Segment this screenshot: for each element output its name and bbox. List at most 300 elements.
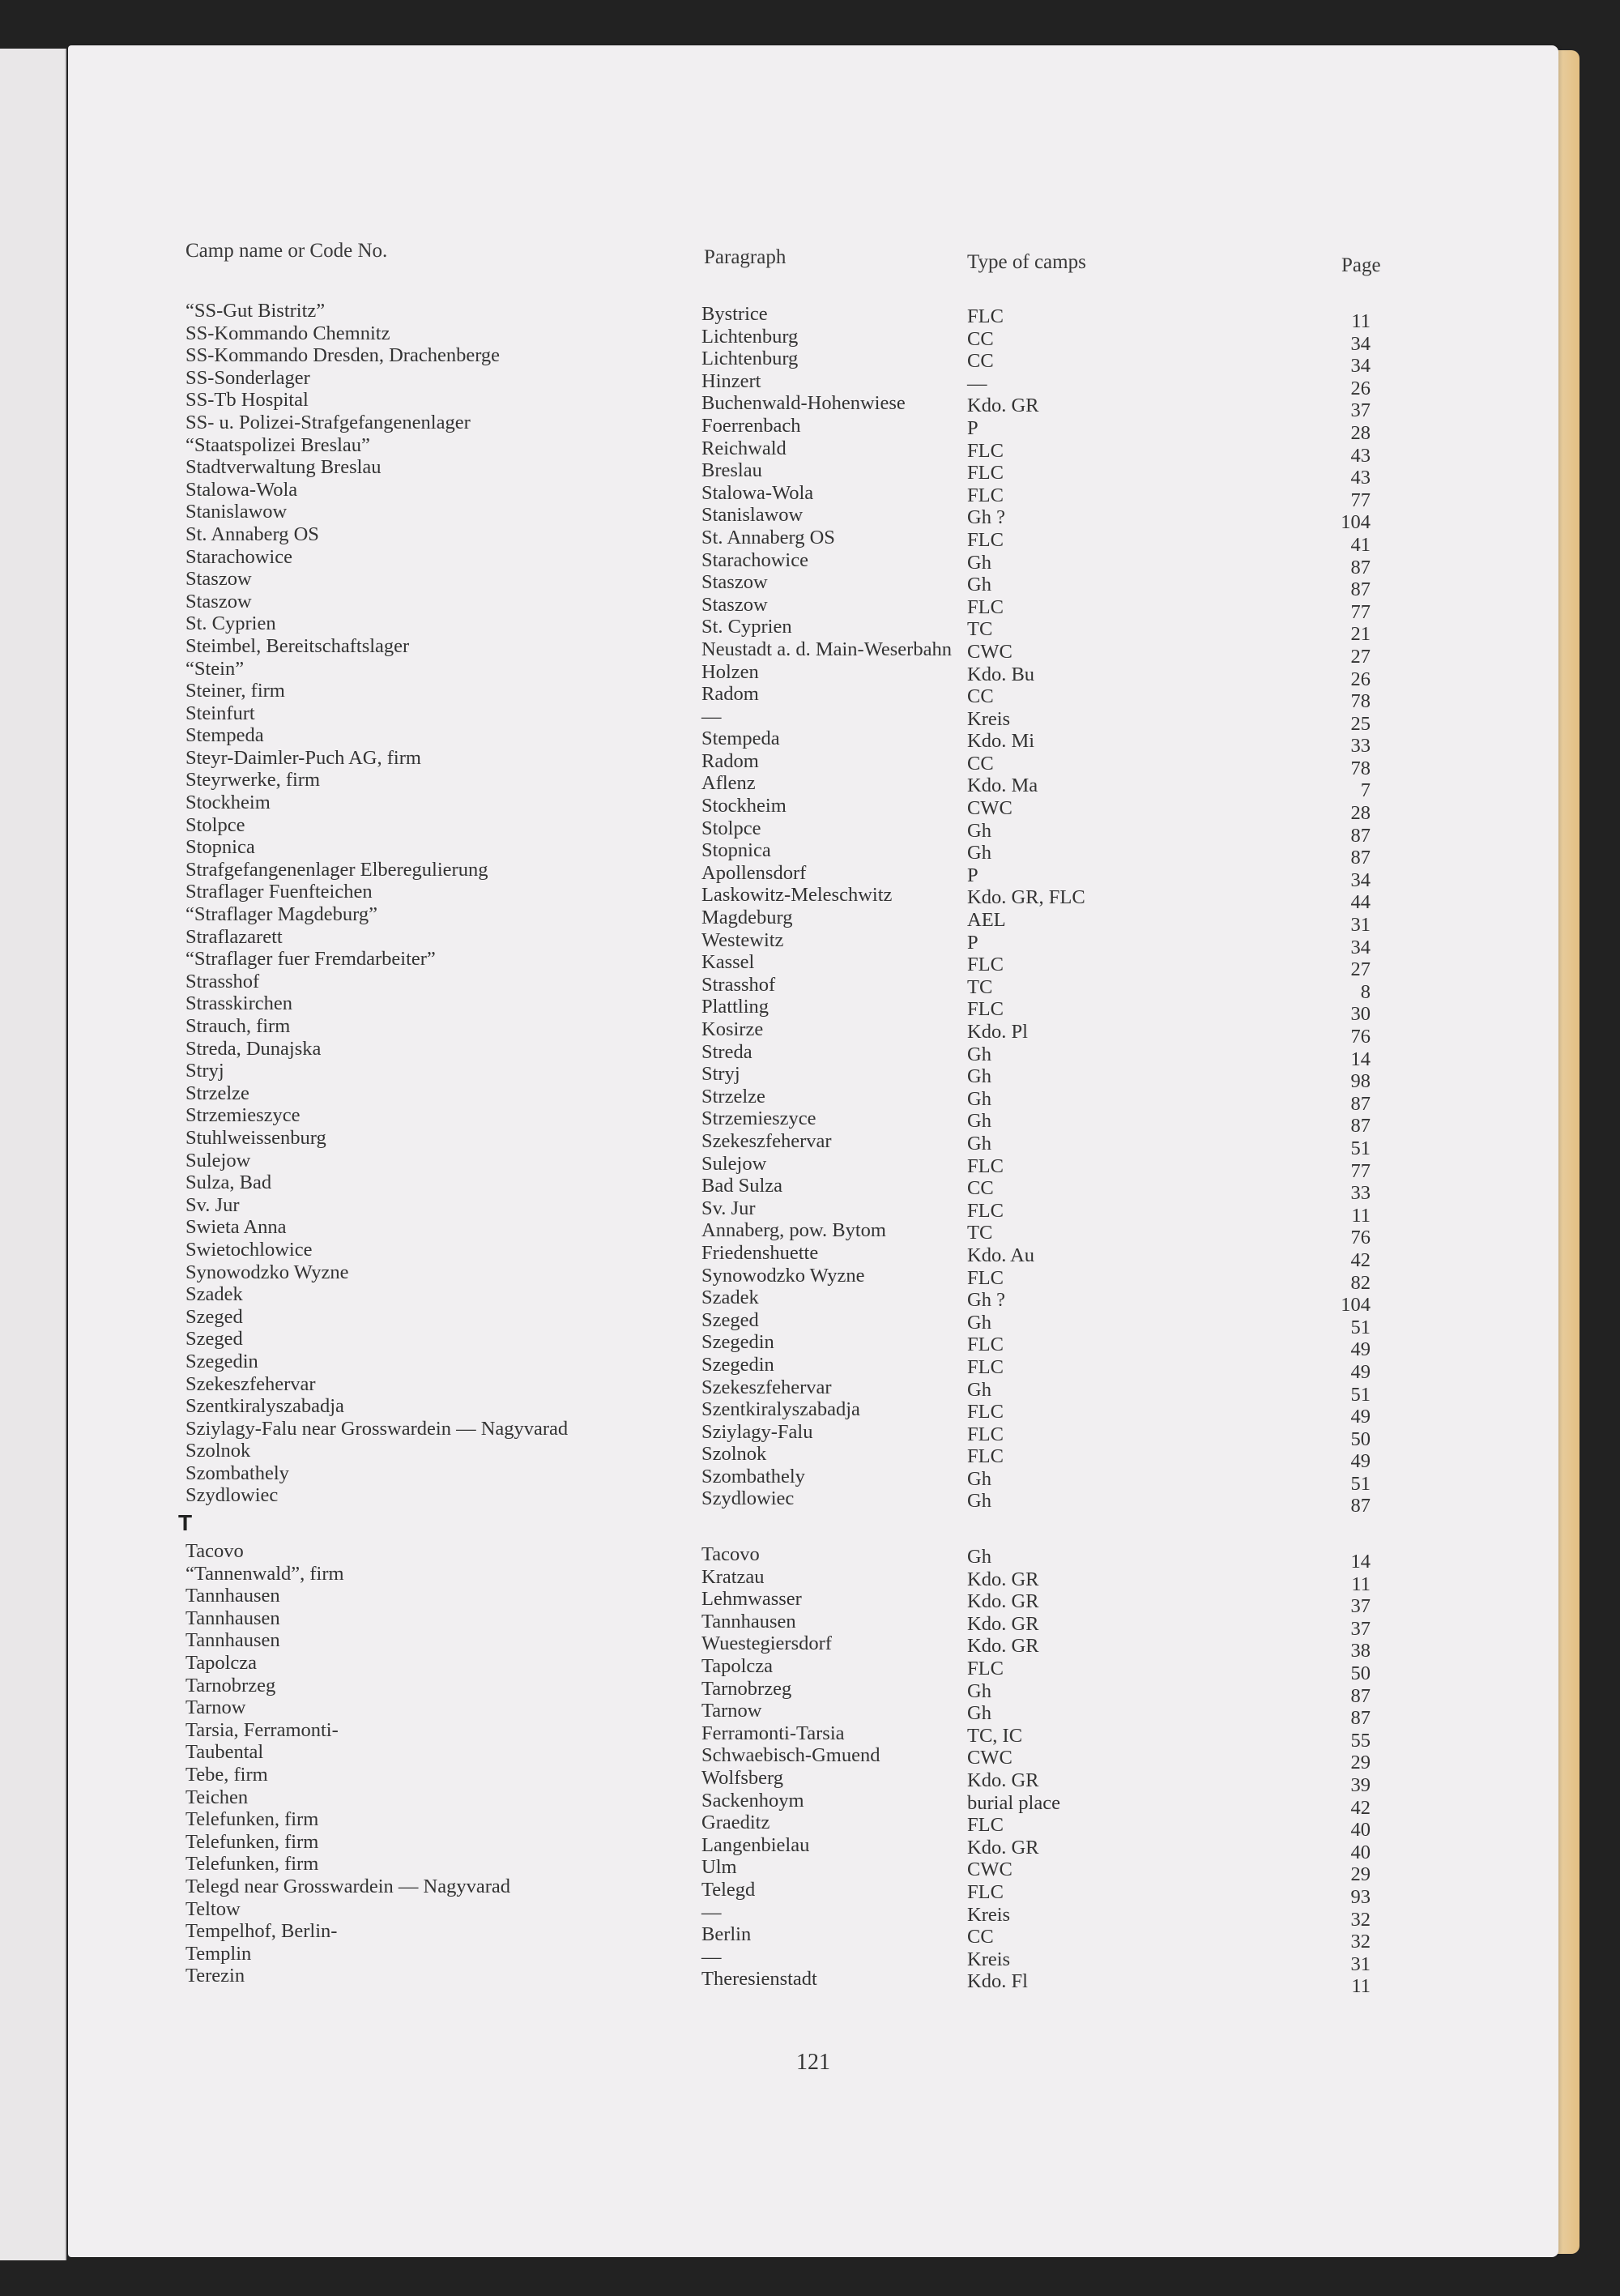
page-ref-cell: 87 — [1350, 1115, 1371, 1137]
page-ref-cell: 76 — [1350, 1227, 1371, 1249]
camp-type-cell: FLC — [967, 1154, 1004, 1177]
page-ref-cell: 31 — [1350, 1952, 1371, 1975]
paragraph-cell: Lichtenburg — [701, 325, 799, 348]
camp-type-cell: CWC — [967, 797, 1013, 820]
camp-name-cell: Strzelze — [185, 1082, 249, 1104]
table-row — [68, 1786, 1558, 1819]
paragraph-cell: Magdeburg — [701, 907, 793, 929]
camp-name-cell: Strasskirchen — [185, 992, 292, 1015]
camp-type-cell: Kdo. Ma — [967, 775, 1038, 797]
page-ref-cell: 25 — [1350, 712, 1371, 735]
page-ref-cell: 87 — [1350, 556, 1371, 578]
table-row — [68, 1808, 1558, 1841]
camp-name-cell: Tarnobrzeg — [185, 1674, 276, 1696]
camp-name-cell: Streda, Dunajska — [185, 1037, 322, 1060]
table-row — [68, 1920, 1558, 1953]
page-ref-cell: 93 — [1350, 1885, 1371, 1908]
camp-type-cell: CC — [967, 1177, 994, 1200]
page-ref-cell: 8 — [1360, 980, 1371, 1003]
camp-list-s — [68, 300, 1558, 1517]
page-ref-cell: 42 — [1350, 1796, 1371, 1819]
camp-type-cell: Kdo. Pl — [967, 1021, 1028, 1043]
page-ref-cell: 29 — [1350, 1752, 1371, 1774]
paragraph-cell: Westewitz — [701, 928, 784, 951]
table-row — [68, 523, 1558, 556]
table-row — [68, 322, 1558, 355]
paragraph-cell: Laskowitz-Meleschwitz — [701, 884, 893, 907]
table-row — [68, 1875, 1558, 1908]
page-ref-cell: 49 — [1350, 1450, 1371, 1473]
paragraph-cell: St. Annaberg OS — [701, 526, 835, 548]
paragraph-cell: Sulejow — [701, 1152, 767, 1175]
camp-name-cell: Sziylagy-Falu near Grosswardein — Nagyvarad — [185, 1417, 569, 1440]
paragraph-cell: Staszow — [701, 593, 768, 616]
table-row — [68, 657, 1558, 690]
camp-type-cell: Kdo. Au — [967, 1244, 1035, 1266]
camp-name-cell: Tempelhof, Berlin- — [185, 1920, 338, 1943]
facing-page-edge — [0, 49, 66, 2260]
camp-name-cell: Telefunken, firm — [185, 1853, 319, 1876]
camp-type-cell: TC — [967, 975, 993, 998]
paragraph-cell: Stalowa-Wola — [701, 481, 814, 504]
page-ref-cell: 50 — [1350, 1428, 1371, 1450]
camp-type-cell: Gh — [967, 1132, 991, 1154]
camp-name-cell: Swietochlowice — [185, 1238, 313, 1261]
camp-name-cell: “Tannenwald”, firm — [185, 1562, 344, 1585]
camp-type-cell: Gh ? — [967, 506, 1005, 529]
camp-name-cell: Synowodzko Wyzne — [185, 1261, 349, 1283]
camp-type-cell: Kdo. GR — [967, 395, 1039, 417]
table-row — [68, 881, 1558, 914]
paragraph-cell: Lichtenburg — [701, 348, 799, 370]
camp-name-cell: Straflazarett — [185, 925, 283, 948]
page-ref-cell: 77 — [1350, 600, 1371, 623]
paragraph-cell: Stempeda — [701, 728, 780, 750]
camp-type-cell: Kdo. Bu — [967, 663, 1035, 685]
camp-name-cell: St. Cyprien — [185, 612, 276, 635]
page-ref-cell: 51 — [1350, 1137, 1371, 1159]
page-ref-cell: 21 — [1350, 623, 1371, 646]
table-row — [68, 568, 1558, 601]
paragraph-cell: Strzelze — [701, 1085, 765, 1107]
camp-name-cell: Strasshof — [185, 970, 260, 992]
camp-type-cell: CWC — [967, 1747, 1013, 1769]
paragraph-cell: Szekeszfehervar — [701, 1376, 832, 1398]
paragraph-cell: Bystrice — [701, 303, 768, 325]
camp-name-cell: Tannhausen — [185, 1629, 280, 1652]
camp-name-cell: Steyrwerke, firm — [185, 769, 320, 792]
camp-name-cell: Tapolcza — [185, 1651, 258, 1674]
camp-type-cell: Gh — [967, 1087, 991, 1110]
camp-name-cell: “SS-Gut Bistritz” — [185, 300, 326, 322]
table-row — [68, 1607, 1558, 1640]
camp-name-cell: Strafgefangenenlager Elberegulierung — [185, 858, 488, 881]
page-ref-cell: 32 — [1350, 1931, 1371, 1953]
camp-name-cell: SS-Kommando Dresden, Drachenberge — [185, 344, 501, 367]
table-row — [68, 1897, 1558, 1931]
page-ref-cell: 29 — [1350, 1863, 1371, 1886]
header-camp-name: Camp name or Code No. — [185, 240, 388, 262]
header-type-of-camps: Type of camps — [967, 251, 1086, 273]
camp-type-cell: Gh — [967, 1311, 991, 1334]
paragraph-cell: — — [701, 1945, 722, 1968]
page-ref-cell: 42 — [1350, 1248, 1371, 1271]
camp-type-cell: P — [967, 931, 978, 954]
table-row — [68, 1395, 1558, 1428]
page-ref-cell: 49 — [1350, 1360, 1371, 1383]
camp-type-cell: Kreis — [967, 1948, 1011, 1970]
camp-type-cell: Kdo. GR — [967, 1769, 1039, 1791]
page-ref-cell: 87 — [1350, 1495, 1371, 1517]
camp-type-cell: Kdo. GR — [967, 1612, 1039, 1635]
table-row — [68, 1015, 1558, 1048]
camp-name-cell: Terezin — [185, 1965, 245, 1987]
paragraph-cell: Szeged — [701, 1308, 759, 1331]
table-row — [68, 433, 1558, 467]
table-row — [68, 1149, 1558, 1182]
camp-name-cell: Szegedin — [185, 1350, 258, 1372]
page-ref-cell: 38 — [1350, 1640, 1371, 1662]
page-ref-cell: 14 — [1350, 1551, 1371, 1573]
page-ref-cell: 33 — [1350, 735, 1371, 758]
table-row — [68, 836, 1558, 869]
page-ref-cell: 87 — [1350, 1684, 1371, 1707]
camp-name-cell: Szadek — [185, 1283, 243, 1306]
table-row — [68, 1540, 1558, 1573]
page-ref-cell: 11 — [1351, 1204, 1371, 1227]
table-row — [68, 1585, 1558, 1618]
camp-type-cell: Gh — [967, 1110, 991, 1133]
page-ref-cell: 40 — [1350, 1819, 1371, 1841]
camp-type-cell: Gh — [967, 551, 991, 574]
camp-type-cell: Kdo. GR — [967, 1590, 1039, 1613]
camp-type-cell: Kdo. GR — [967, 1836, 1039, 1859]
paragraph-cell: Kosirze — [701, 1018, 764, 1040]
camp-name-cell: “Stein” — [185, 657, 245, 680]
paragraph-cell: Stopnica — [701, 839, 771, 862]
paragraph-cell: Radom — [701, 749, 759, 772]
camp-type-cell: CC — [967, 752, 994, 775]
table-row — [68, 1082, 1558, 1115]
table-row — [68, 1216, 1558, 1249]
paragraph-cell: Szolnok — [701, 1443, 767, 1466]
camp-type-cell: — — [967, 372, 987, 395]
camp-name-cell: Tarnow — [185, 1696, 246, 1719]
page-ref-cell: 34 — [1350, 868, 1371, 891]
paragraph-cell: Friedenshuette — [701, 1241, 819, 1264]
page-ref-cell: 82 — [1350, 1271, 1371, 1294]
page-ref-cell: 87 — [1350, 1092, 1371, 1115]
header-page: Page — [1341, 254, 1381, 276]
paragraph-cell: Szekeszfehervar — [701, 1129, 832, 1152]
page-ref-cell: 49 — [1350, 1338, 1371, 1361]
camp-name-cell: St. Annaberg OS — [185, 523, 319, 545]
page-number: 121 — [796, 2050, 830, 2075]
table-row — [68, 456, 1558, 489]
paragraph-cell: Theresienstadt — [701, 1968, 817, 1991]
camp-name-cell: “Staatspolizei Breslau” — [185, 433, 370, 456]
page-ref-cell: 30 — [1350, 1003, 1371, 1026]
camp-name-cell: Staszow — [185, 590, 252, 612]
paragraph-cell: Sziylagy-Falu — [701, 1420, 813, 1443]
camp-name-cell: Stadtverwaltung Breslau — [185, 456, 382, 479]
camp-type-cell: FLC — [967, 439, 1004, 462]
camp-name-cell: Telefunken, firm — [185, 1830, 319, 1853]
paragraph-cell: Wuestegiersdorf — [701, 1632, 832, 1655]
camp-name-cell: Szydlowiec — [185, 1484, 279, 1507]
camp-type-cell: Gh — [967, 842, 991, 864]
table-row — [68, 1830, 1558, 1863]
camp-type-cell: Gh — [967, 574, 991, 596]
page-ref-cell: 34 — [1350, 936, 1371, 958]
paragraph-cell: Plattling — [701, 996, 770, 1018]
paragraph-cell: Wolfsberg — [701, 1766, 784, 1789]
camp-type-cell: Kdo. Mi — [967, 730, 1035, 753]
camp-name-cell: Stuhlweissenburg — [185, 1126, 326, 1149]
page-ref-cell: 32 — [1350, 1908, 1371, 1931]
page-ref-cell: 49 — [1350, 1406, 1371, 1428]
page-ref-cell: 7 — [1360, 779, 1371, 802]
camp-type-cell: Kdo. GR — [967, 1635, 1039, 1658]
camp-name-cell: SS-Kommando Chemnitz — [185, 322, 390, 344]
camp-name-cell: Tannhausen — [185, 1585, 280, 1607]
table-header — [68, 240, 1558, 288]
paragraph-cell: Szadek — [701, 1287, 759, 1309]
page-ref-cell: 31 — [1350, 914, 1371, 937]
camp-type-cell: FLC — [967, 1266, 1004, 1289]
camp-type-cell: Gh — [967, 1490, 991, 1513]
camp-type-cell: CC — [967, 327, 994, 350]
camp-name-cell: Starachowice — [185, 545, 292, 568]
paragraph-cell: Sackenhoym — [701, 1789, 804, 1812]
table-row — [68, 1965, 1558, 1998]
paragraph-cell: Lehmwasser — [701, 1588, 802, 1611]
camp-name-cell: Stopnica — [185, 836, 255, 859]
paragraph-cell: Graeditz — [701, 1812, 770, 1834]
page-ref-cell: 51 — [1350, 1383, 1371, 1406]
camp-type-cell: TC, IC — [967, 1724, 1023, 1747]
camp-type-cell: P — [967, 416, 978, 439]
page-ref-cell: 11 — [1351, 310, 1371, 332]
camp-type-cell: TC — [967, 618, 993, 641]
page-ref-cell: 11 — [1351, 1975, 1371, 1998]
camp-type-cell: Kdo. Fl — [967, 1970, 1028, 1993]
paragraph-cell: Stockheim — [701, 795, 787, 817]
camp-name-cell: Taubental — [185, 1741, 264, 1764]
page-ref-cell: 34 — [1350, 355, 1371, 378]
paragraph-cell: Szentkiralyszabadja — [701, 1398, 860, 1421]
table-row — [68, 1484, 1558, 1517]
camp-type-cell: CWC — [967, 640, 1013, 663]
table-row — [68, 970, 1558, 1003]
paragraph-cell: — — [701, 705, 722, 728]
camp-type-cell: Gh — [967, 1378, 991, 1401]
paragraph-cell: Tacovo — [701, 1543, 760, 1565]
paragraph-cell: Szegedin — [701, 1331, 774, 1354]
page-ref-cell: 87 — [1350, 824, 1371, 847]
camp-name-cell: Strauch, firm — [185, 1015, 291, 1037]
camp-name-cell: SS-Sonderlager — [185, 366, 310, 389]
page-ref-cell: 55 — [1350, 1729, 1371, 1752]
camp-name-cell: Teltow — [185, 1897, 241, 1920]
page-ref-cell: 78 — [1350, 757, 1371, 779]
camp-type-cell: Gh — [967, 1467, 991, 1490]
camp-type-cell: FLC — [967, 1445, 1004, 1468]
paragraph-cell: Kassel — [701, 951, 755, 974]
camp-name-cell: Templin — [185, 1942, 252, 1965]
page-ref-cell: 87 — [1350, 1707, 1371, 1730]
paragraph-cell: Tannhausen — [701, 1610, 796, 1632]
camp-type-cell: FLC — [967, 528, 1004, 551]
camp-type-cell: Gh — [967, 1546, 991, 1568]
camp-name-cell: Sv. Jur — [185, 1193, 240, 1216]
camp-name-cell: Stempeda — [185, 724, 264, 747]
paragraph-cell: Starachowice — [701, 548, 808, 571]
table-row — [68, 702, 1558, 735]
table-row — [68, 1674, 1558, 1707]
camp-type-cell: CC — [967, 350, 994, 373]
camp-name-cell: Tacovo — [185, 1540, 244, 1562]
camp-name-cell: SS-Tb Hospital — [185, 389, 309, 412]
camp-name-cell: SS- u. Polizei-Strafgefangenenlager — [185, 411, 471, 433]
camp-name-cell: Sulejow — [185, 1149, 251, 1171]
page-ref-cell: 104 — [1341, 1294, 1371, 1317]
table-row — [68, 411, 1558, 444]
paragraph-cell: Synowodzko Wyzne — [701, 1264, 865, 1287]
camp-type-cell: Kreis — [967, 707, 1011, 730]
page-ref-cell: 98 — [1350, 1070, 1371, 1093]
camp-type-cell: FLC — [967, 1199, 1004, 1222]
paragraph-cell: Ferramonti-Tarsia — [701, 1722, 845, 1744]
camp-type-cell: FLC — [967, 305, 1004, 327]
paragraph-cell: Holzen — [701, 660, 759, 683]
camp-name-cell: Steimbel, Bereitschaftslager — [185, 634, 410, 657]
camp-type-cell: Gh — [967, 1043, 991, 1065]
camp-name-cell: “Straflager Magdeburg” — [185, 903, 377, 926]
camp-type-cell: CC — [967, 685, 994, 708]
page-ref-cell: 50 — [1350, 1662, 1371, 1684]
page-ref-cell: 44 — [1350, 891, 1371, 914]
camp-name-cell: Stanislawow — [185, 501, 288, 523]
camp-type-cell: Kdo. GR — [967, 1568, 1039, 1590]
paragraph-cell: Apollensdorf — [701, 861, 807, 884]
paragraph-cell: Stanislawow — [701, 504, 804, 527]
paragraph-cell: Tapolcza — [701, 1654, 774, 1677]
camp-type-cell: FLC — [967, 1657, 1004, 1679]
camp-name-cell: “Straflager fuer Fremdarbeiter” — [185, 948, 436, 971]
table-row — [68, 1104, 1558, 1137]
camp-type-cell: FLC — [967, 1401, 1004, 1423]
camp-type-cell: Kreis — [967, 1903, 1011, 1926]
camp-type-cell: Gh — [967, 1679, 991, 1702]
camp-type-cell: burial place — [967, 1791, 1060, 1814]
camp-type-cell: Gh — [967, 1065, 991, 1088]
paragraph-cell: Breslau — [701, 459, 762, 482]
page-ref-cell: 27 — [1350, 958, 1371, 981]
camp-name-cell: Szentkiralyszabadja — [185, 1395, 344, 1418]
page-ref-cell: 14 — [1350, 1048, 1371, 1070]
page-ref-cell: 26 — [1350, 377, 1371, 399]
paragraph-cell: Berlin — [701, 1923, 752, 1946]
paragraph-cell: Staszow — [701, 571, 768, 594]
page-ref-cell: 51 — [1350, 1472, 1371, 1495]
page-ref-cell: 43 — [1350, 444, 1371, 467]
camp-name-cell: Telegd near Grosswardein — Nagyvarad — [185, 1875, 511, 1897]
camp-type-cell: AEL — [967, 909, 1006, 932]
section-letter-t: T — [178, 1510, 193, 1535]
document-page — [68, 45, 1558, 2257]
camp-name-cell: Steyr-Daimler-Puch AG, firm — [185, 746, 421, 769]
camp-type-cell: FLC — [967, 1355, 1004, 1378]
camp-type-cell: P — [967, 864, 978, 886]
paragraph-cell: Stolpce — [701, 817, 761, 839]
page-ref-cell: 40 — [1350, 1841, 1371, 1863]
paragraph-cell: Langenbielau — [701, 1833, 810, 1856]
paragraph-cell: Tarnobrzeg — [701, 1677, 792, 1700]
camp-type-cell: FLC — [967, 595, 1004, 618]
page-ref-cell: 33 — [1350, 1182, 1371, 1205]
page-ref-cell: 28 — [1350, 802, 1371, 825]
paragraph-cell: Szombathely — [701, 1465, 805, 1487]
page-ref-cell: 77 — [1350, 1159, 1371, 1182]
paragraph-cell: Aflenz — [701, 772, 756, 795]
camp-name-cell: Stryj — [185, 1060, 224, 1082]
camp-name-cell: Steinfurt — [185, 702, 255, 724]
paragraph-cell: Szydlowiec — [701, 1487, 795, 1510]
page-ref-cell: 51 — [1350, 1316, 1371, 1338]
paragraph-cell: Szegedin — [701, 1353, 774, 1376]
camp-name-cell: Tannhausen — [185, 1607, 280, 1629]
page-ref-cell: 77 — [1350, 489, 1371, 511]
paragraph-cell: Foerrenbach — [701, 414, 801, 437]
camp-name-cell: Szolnok — [185, 1440, 251, 1462]
paragraph-cell: Schwaebisch-Gmuend — [701, 1744, 880, 1767]
paragraph-cell: — — [701, 1901, 722, 1923]
paragraph-cell: Radom — [701, 683, 759, 706]
camp-type-cell: FLC — [967, 998, 1004, 1021]
camp-type-cell: FLC — [967, 484, 1004, 506]
camp-type-cell: Kdo. GR, FLC — [967, 886, 1085, 909]
header-paragraph: Paragraph — [704, 246, 787, 268]
page-ref-cell: 76 — [1350, 1026, 1371, 1048]
table-row — [68, 1328, 1558, 1361]
page-ref-cell: 34 — [1350, 332, 1371, 355]
paragraph-cell: Telegd — [701, 1878, 756, 1901]
camp-type-cell: FLC — [967, 1814, 1004, 1837]
camp-name-cell: Strzemieszyce — [185, 1104, 301, 1127]
camp-type-cell: FLC — [967, 1880, 1004, 1903]
camp-list-t — [68, 1540, 1558, 1998]
page-ref-cell: 11 — [1351, 1573, 1371, 1595]
camp-name-cell: Szeged — [185, 1305, 243, 1328]
camp-type-cell: FLC — [967, 1334, 1004, 1356]
paragraph-cell: Bad Sulza — [701, 1175, 783, 1197]
page-ref-cell: 43 — [1350, 467, 1371, 489]
page-ref-cell: 26 — [1350, 668, 1371, 690]
camp-type-cell: TC — [967, 1222, 993, 1244]
paragraph-cell: Annaberg, pow. Bytom — [701, 1219, 886, 1242]
paragraph-cell: Ulm — [701, 1856, 737, 1879]
paragraph-cell: Buchenwald-Hohenwiese — [701, 392, 906, 415]
paragraph-cell: Tarnow — [701, 1700, 762, 1722]
page-ref-cell: 104 — [1341, 511, 1371, 534]
paragraph-cell: Strasshof — [701, 973, 776, 996]
camp-name-cell: Swieta Anna — [185, 1216, 287, 1239]
camp-name-cell: Steiner, firm — [185, 680, 285, 702]
page-ref-cell: 41 — [1350, 533, 1371, 556]
paragraph-cell: Streda — [701, 1040, 752, 1063]
page-ref-cell: 87 — [1350, 847, 1371, 869]
